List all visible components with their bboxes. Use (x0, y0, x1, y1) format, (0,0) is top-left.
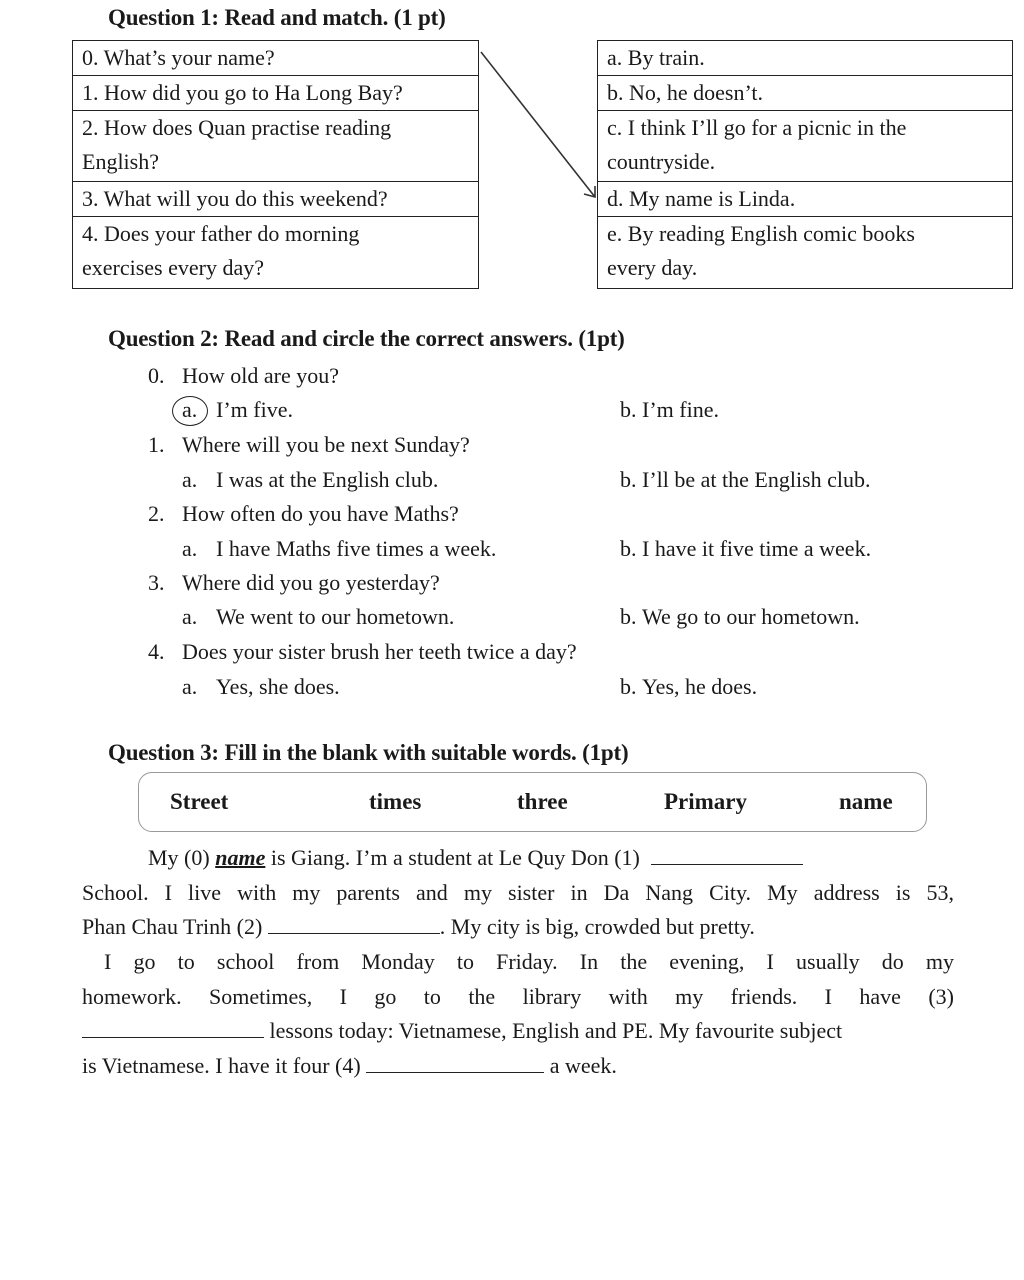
q2-option-b[interactable]: I’m fine. (642, 397, 719, 422)
q2-option-a[interactable]: Yes, she does. (216, 674, 340, 699)
q3-heading: Question 3: Fill in the blank with suitable words. (1pt) (108, 740, 629, 765)
word-bank-item: times (369, 789, 422, 814)
q2-option-b-label[interactable]: b. (620, 536, 637, 561)
blank-1-input[interactable] (651, 844, 803, 865)
q1-left-item-4: 4. Does your father do morning exercises every day? (73, 217, 479, 289)
q2-question: How old are you? (182, 363, 340, 388)
word-bank-item: Primary (664, 789, 748, 814)
q1-right-item-e: e. By reading English comic books every day. (598, 217, 1013, 289)
word-bank-item: three (517, 789, 568, 814)
q2-option-a[interactable]: I have Maths five times a week. (216, 536, 497, 561)
q2-option-a-label[interactable]: a. (182, 604, 198, 629)
q1-left-item-0: 0. What’s your name? (73, 41, 479, 76)
q2-option-b[interactable]: I’ll be at the English club. (642, 467, 871, 492)
q1-right-item-b: b. No, he doesn’t. (598, 76, 1013, 111)
q1-left-table (72, 40, 479, 289)
q2-option-a[interactable]: We went to our hometown. (216, 604, 455, 629)
q2-option-b-label[interactable]: b. (620, 397, 637, 422)
q1-right-item-d: d. My name is Linda. (598, 182, 1013, 217)
q2-option-a[interactable]: I’m five. (216, 397, 293, 422)
q3-paragraph-1: My (0) name is Giang. I’m a student at Le Quy Don (1) School. I live with my parents and my sister in Da Nang City. My address is 53, Phan Chau Trinh (2) . My city is big, crowded but pretty. (82, 845, 954, 939)
q2-option-b[interactable]: I have it five time a week. (642, 536, 872, 561)
q1-heading: Question 1: Read and match. (1 pt) (108, 5, 446, 30)
q2-question: Does your sister brush her teeth twice a day? (182, 639, 577, 664)
q2-option-a[interactable]: I was at the English club. (216, 467, 439, 492)
example-answer: name (215, 845, 266, 870)
q2-option-b-label[interactable]: b. (620, 604, 637, 629)
q1-right-item-a: a. By train. (598, 41, 1013, 76)
q2-heading: Question 2: Read and circle the correct answers. (1pt) (108, 326, 625, 351)
q1-left-item-2: 2. How does Quan practise reading English? (73, 111, 479, 182)
q3-paragraph-2: I go to school from Monday to Friday. In the evening, I usually do my homework. Sometimes, I go to the library with my friends. I have (3) lessons today: Vietnamese, English and PE. My favourite subject is Vietnamese. I have it four (4) a week. (82, 949, 954, 1078)
blank-3-input[interactable] (82, 1017, 264, 1038)
word-bank-item: Street (170, 789, 229, 814)
q2-num: 3. (148, 570, 165, 595)
q2-question: Where did you go yesterday? (182, 570, 440, 595)
q2-option-a-label[interactable]: a. (182, 467, 198, 492)
q2-option-b[interactable]: We go to our hometown. (642, 604, 860, 629)
q2-num: 1. (148, 432, 165, 457)
q2-option-b-label[interactable]: b. (620, 467, 637, 492)
q1-right-item-c: c. I think I’ll go for a picnic in the countryside. (598, 111, 1013, 182)
q2-question: Where will you be next Sunday? (182, 432, 470, 457)
q2-option-b-label[interactable]: b. (620, 674, 637, 699)
q1-right-table (597, 40, 1013, 289)
word-bank-item: name (839, 789, 893, 814)
q2-option-b[interactable]: Yes, he does. (642, 674, 758, 699)
word-bank-box (138, 772, 927, 832)
q1-left-item-1: 1. How did you go to Ha Long Bay? (73, 76, 479, 111)
blank-2-input[interactable] (268, 913, 440, 934)
q2-num: 2. (148, 501, 165, 526)
q2-num: 0. (148, 363, 165, 388)
q1-left-item-3: 3. What will you do this weekend? (73, 182, 479, 217)
blank-4-input[interactable] (366, 1052, 544, 1073)
q2-option-a-label[interactable]: a. (182, 397, 198, 422)
q2-option-a-label[interactable]: a. (182, 536, 198, 561)
q2-question: How often do you have Maths? (182, 501, 459, 526)
q2-option-a-label[interactable]: a. (182, 674, 198, 699)
q2-num: 4. (148, 639, 165, 664)
